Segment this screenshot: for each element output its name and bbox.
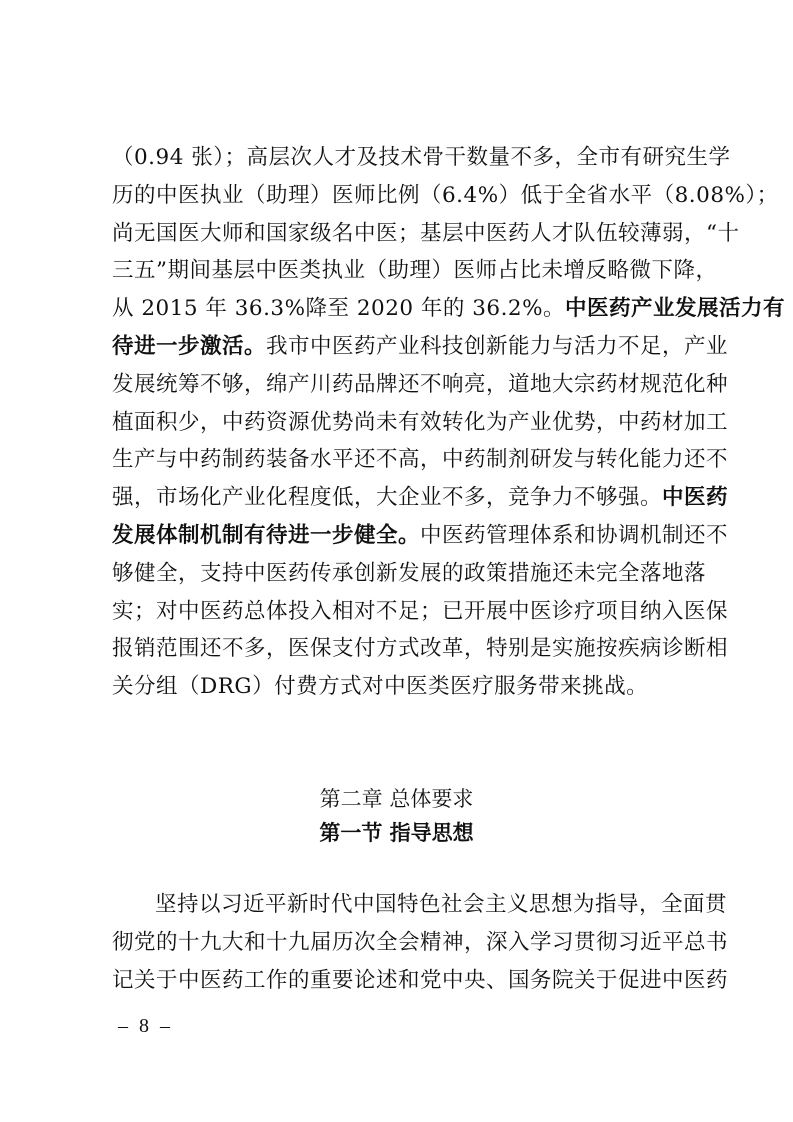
text-line: 实；对中医药总体投入相对不足；已开展中医诊疗项目纳入医保 — [112, 598, 729, 624]
chapter-title: 第二章 总体要求 — [319, 787, 474, 811]
emphasis-text: 发展体制机制有待进一步健全。 — [112, 522, 421, 548]
section-title: 第一节 指导思想 — [319, 821, 474, 845]
text-line: 够健全，支持中医药传承创新发展的政策措施还未完全落地落 — [112, 560, 707, 586]
text-line: 生产与中药制药装备水平还不高，中药制剂研发与转化能力还不 — [112, 447, 729, 473]
emphasis-text: 中医药产业发展活力有 — [565, 296, 786, 322]
text-line: （0.94 张）；高层次人才及技术骨干数量不多，全市有研究生学 — [112, 145, 731, 170]
text-line: 记关于中医药工作的重要论述和党中央、国务院关于促进中医药 — [112, 967, 729, 993]
text-line: 关分组（DRG）付费方式对中医类医疗服务带来挑战。 — [112, 674, 649, 700]
text-line: 待进一步激活。我市中医药产业科技创新能力与活力不足，产业 — [112, 333, 729, 359]
text-line: 历的中医执业（助理）医师比例（6.4%）低于全省水平（8.08%）； — [112, 182, 779, 208]
text-line: 发展体制机制有待进一步健全。中医药管理体系和协调机制还不 — [112, 522, 729, 548]
text-line: 尚无国医大师和国家级名中医；基层中医药人才队伍较薄弱，“十 — [112, 220, 740, 246]
text-line: 植面积少，中药资源优势尚未有效转化为产业优势，中药材加工 — [112, 409, 729, 435]
text-line: 三五”期间基层中医类执业（助理）医师占比未增反略微下降， — [112, 258, 718, 284]
text-line: 坚持以习近平新时代中国特色社会主义思想为指导，全面贯 — [155, 892, 728, 917]
text-line: 发展统筹不够，绵产川药品牌还不响亮，道地大宗药材规范化种 — [112, 371, 729, 397]
emphasis-text: 中医药 — [662, 485, 729, 511]
page-number: – 8 – — [118, 1015, 173, 1037]
text-line: 报销范围还不多，医保支付方式改革，特别是实施按疾病诊断相 — [112, 636, 729, 662]
body-paragraph — [112, 886, 729, 999]
body-paragraph — [112, 139, 786, 706]
text-line: 彻党的十九大和十九届历次全会精神，深入学习贯彻习近平总书 — [112, 929, 729, 955]
emphasis-text: 待进一步激活。 — [112, 333, 267, 359]
text-line: 从 2015 年 36.3%降至 2020 年的 36.2%。中医药产业发展活力有 — [112, 296, 786, 322]
text-line: 强，市场化产业化程度低，大企业不多，竞争力不够强。中医药 — [112, 485, 729, 511]
